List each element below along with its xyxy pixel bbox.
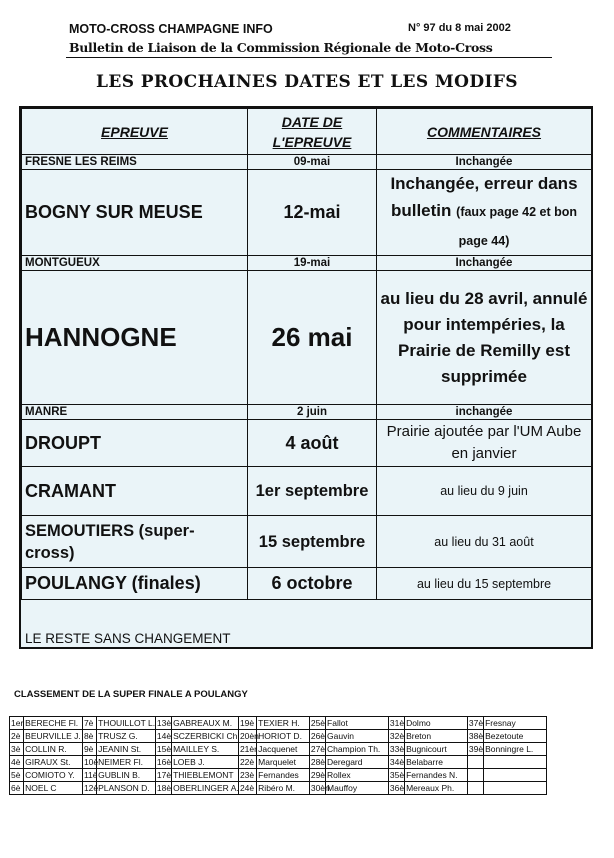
rank-cell: 22è bbox=[238, 756, 256, 769]
epreuve-cell: CRAMANT bbox=[22, 467, 248, 516]
date-cell: 6 octobre bbox=[248, 568, 377, 600]
rider-name-cell: Marquelet bbox=[257, 756, 310, 769]
rank-cell bbox=[467, 782, 483, 795]
rider-name-cell: Rollex bbox=[326, 769, 389, 782]
rank-cell: 36è bbox=[389, 783, 405, 793]
rank-cell: 15è bbox=[156, 744, 172, 754]
rider-name-cell: Champion Th. bbox=[326, 743, 389, 756]
schedule-table bbox=[21, 108, 592, 600]
rank-cell: 4è bbox=[10, 756, 24, 769]
header-date-line1: DATE DE bbox=[281, 113, 343, 130]
rank-cell: 33è bbox=[389, 744, 405, 754]
rank-cell: 18è bbox=[156, 783, 172, 793]
rider-name-cell bbox=[484, 782, 547, 795]
rider-name-cell: Bugnicourt bbox=[405, 743, 468, 756]
epreuve-cell: BOGNY SUR MEUSE bbox=[22, 170, 248, 256]
rank-cell: 17è bbox=[156, 770, 172, 780]
rank-cell: 31è bbox=[389, 718, 405, 728]
comment-cell: Inchangée bbox=[377, 256, 592, 271]
rider-name-cell: HORIOT D. bbox=[257, 730, 310, 743]
rider-name-cell: Jacquenet bbox=[257, 743, 310, 756]
comment-cell: Inchangée bbox=[377, 155, 592, 170]
comment-cell: Prairie ajoutée par l'UM Aube en janvier bbox=[377, 420, 592, 467]
rank-cell: 7è bbox=[82, 717, 96, 730]
rank-cell: 21èr bbox=[239, 744, 257, 754]
epreuve-cell: FRESNE LES REIMS bbox=[22, 155, 248, 170]
rider-name-cell: Breton bbox=[405, 730, 468, 743]
rank-cell: 29è bbox=[310, 770, 326, 780]
rider-name-cell: OBERLINGER A. bbox=[173, 783, 239, 793]
rider-name-cell: Fresnay bbox=[484, 717, 547, 730]
comment-cell: au lieu du 28 avril, annulé pour intempéries, la Prairie de Remilly est supprimée bbox=[377, 271, 592, 405]
rider-name-cell: BERECHE Fl. bbox=[24, 717, 83, 730]
rider-name-cell: BEURVILLE J. bbox=[25, 731, 81, 741]
table-row bbox=[22, 256, 592, 271]
table-row bbox=[22, 155, 592, 170]
comment-main: Inchangée, erreur dans bulletin bbox=[390, 174, 578, 220]
rank-cell: 38è bbox=[468, 731, 484, 741]
date-cell: 1er septembre bbox=[248, 467, 377, 516]
rider-name-cell: LOEB J. bbox=[172, 756, 239, 769]
epreuve-cell: MONTGUEUX bbox=[22, 256, 248, 271]
rider-name-cell: Fernandes N. bbox=[405, 769, 468, 782]
rider-name-cell: JEANIN St. bbox=[97, 743, 156, 756]
rank-cell: 20èn bbox=[239, 731, 259, 741]
table-row bbox=[22, 405, 592, 420]
rank-cell: 16è bbox=[156, 757, 172, 767]
classement-row bbox=[10, 769, 547, 782]
comment-cell: au lieu du 9 juin bbox=[377, 467, 592, 516]
date-cell: 09-mai bbox=[248, 155, 377, 170]
rider-name-cell: Belabarre bbox=[405, 756, 468, 769]
rank-cell: 30èn bbox=[310, 783, 330, 793]
rider-name-cell: Bezetoute bbox=[484, 730, 547, 743]
rider-name-cell: Bonningre L. bbox=[484, 743, 547, 756]
page-title: LES PROCHAINES DATES ET LES MODIFS bbox=[96, 72, 518, 92]
date-cell: 4 août bbox=[248, 420, 377, 467]
rider-name-cell bbox=[484, 769, 547, 782]
epreuve-cell: DROUPT bbox=[22, 420, 248, 467]
classement-row bbox=[10, 743, 547, 756]
rider-name-cell: PLANSON D. bbox=[97, 782, 156, 795]
date-cell: 26 mai bbox=[248, 271, 377, 405]
table-row bbox=[22, 516, 592, 568]
header-epreuve: EPREUVE bbox=[22, 109, 248, 155]
rank-cell: 2è bbox=[10, 730, 24, 743]
rider-name-cell: Deregard bbox=[326, 756, 389, 769]
issue-number: N° 97 du 8 mai 2002 bbox=[408, 22, 511, 34]
rank-cell: 35è bbox=[389, 770, 405, 780]
rider-name-cell: Fernandes bbox=[257, 769, 310, 782]
table-row bbox=[22, 568, 592, 600]
classement-row bbox=[10, 717, 547, 730]
rider-name-cell: GIRAUX St. bbox=[24, 756, 83, 769]
rider-name-cell: GABREAUX M. bbox=[172, 717, 239, 730]
rider-name-cell: MAILLEY S. bbox=[172, 743, 239, 756]
table-row bbox=[22, 420, 592, 467]
rank-cell: 37è bbox=[468, 718, 484, 728]
header-comment: COMMENTAIRES bbox=[377, 109, 592, 155]
rider-name-cell: TEXIER H. bbox=[257, 717, 310, 730]
newsletter-title: MOTO-CROSS CHAMPAGNE INFO bbox=[69, 22, 273, 36]
rider-name-cell: Ribéro M. bbox=[257, 782, 310, 795]
rider-name-cell: TRUSZ G. bbox=[97, 730, 156, 743]
classement-row bbox=[10, 756, 547, 769]
date-cell: 12-mai bbox=[248, 170, 377, 256]
rider-name-cell: NOEL C bbox=[24, 782, 83, 795]
rank-cell: 9è bbox=[82, 743, 96, 756]
rider-name-cell: Mereaux Ph. bbox=[405, 782, 468, 795]
rank-cell: 23è bbox=[238, 769, 256, 782]
rider-name-cell bbox=[484, 756, 547, 769]
rank-cell: 5è bbox=[10, 769, 24, 782]
rider-name-cell: Fallot bbox=[326, 717, 389, 730]
comment-cell: au lieu du 31 août bbox=[377, 516, 592, 568]
comment-cell: inchangée bbox=[377, 405, 592, 420]
date-cell: 15 septembre bbox=[248, 516, 377, 568]
header-rule bbox=[66, 57, 552, 58]
classement-table bbox=[9, 716, 547, 795]
rider-name-cell: NEIMER Fl. bbox=[97, 756, 156, 769]
rank-cell: 39è bbox=[468, 744, 484, 754]
rank-cell: 26è bbox=[310, 731, 326, 741]
rider-name-cell: GUBLIN B. bbox=[97, 769, 156, 782]
rider-name-cell: SCZERBICKI Ch. bbox=[173, 731, 240, 741]
rank-cell: 27è bbox=[310, 744, 326, 754]
rank-cell: 11è bbox=[83, 770, 98, 780]
table-header-row bbox=[22, 109, 592, 155]
rank-cell: 19è bbox=[238, 717, 256, 730]
newsletter-subtitle: Bulletin de Liaison de la Commission Régionale de Moto-Cross bbox=[69, 40, 493, 55]
table-row bbox=[22, 271, 592, 405]
date-cell: 19-mai bbox=[248, 256, 377, 271]
rank-cell: 3è bbox=[10, 743, 24, 756]
rank-cell: 1er bbox=[11, 718, 24, 728]
rank-cell: 25è bbox=[310, 718, 326, 728]
rank-cell: 6è bbox=[10, 782, 24, 795]
classement-title: CLASSEMENT DE LA SUPER FINALE A POULANGY bbox=[14, 689, 248, 700]
classement-row bbox=[10, 782, 547, 795]
rank-cell: 13è bbox=[156, 718, 172, 728]
rank-cell: 14è bbox=[156, 731, 172, 741]
rider-name-cell: THIEBLEMONT bbox=[172, 769, 239, 782]
rank-cell: 24è bbox=[238, 782, 256, 795]
rank-cell: 34è bbox=[389, 757, 405, 767]
comment-cell bbox=[377, 170, 592, 256]
epreuve-cell: SEMOUTIERS (super-cross) bbox=[22, 516, 248, 568]
rider-name-cell: THOUILLOT L. bbox=[98, 718, 156, 728]
date-cell: 2 juin bbox=[248, 405, 377, 420]
epreuve-cell: MANRE bbox=[22, 405, 248, 420]
rank-cell: 28è bbox=[310, 757, 326, 767]
classement-row bbox=[10, 730, 547, 743]
header-date bbox=[248, 109, 377, 155]
comment-small: (faux page 42 et bon page 44) bbox=[456, 205, 578, 248]
rank-cell: 32è bbox=[389, 731, 405, 741]
table-footer-note: LE RESTE SANS CHANGEMENT bbox=[25, 631, 231, 646]
rider-name-cell: Gauvin bbox=[326, 730, 389, 743]
epreuve-cell: POULANGY (finales) bbox=[22, 568, 248, 600]
rank-cell: 10è bbox=[83, 757, 99, 767]
comment-cell: au lieu du 15 septembre bbox=[377, 568, 592, 600]
rider-name-cell: Dolmo bbox=[405, 717, 468, 730]
rank-cell bbox=[467, 756, 483, 769]
header-date-line2: L'EPREUVE bbox=[272, 133, 352, 150]
rider-name-cell: Mauffoy bbox=[326, 782, 389, 795]
rank-cell bbox=[467, 769, 483, 782]
rank-cell: 8è bbox=[82, 730, 96, 743]
table-row bbox=[22, 467, 592, 516]
table-row bbox=[22, 170, 592, 256]
rider-name-cell: COMIOTO Y. bbox=[24, 769, 83, 782]
rider-name-cell: COLLIN R. bbox=[24, 743, 83, 756]
epreuve-cell: HANNOGNE bbox=[22, 271, 248, 405]
rank-cell: 12è bbox=[83, 783, 99, 793]
